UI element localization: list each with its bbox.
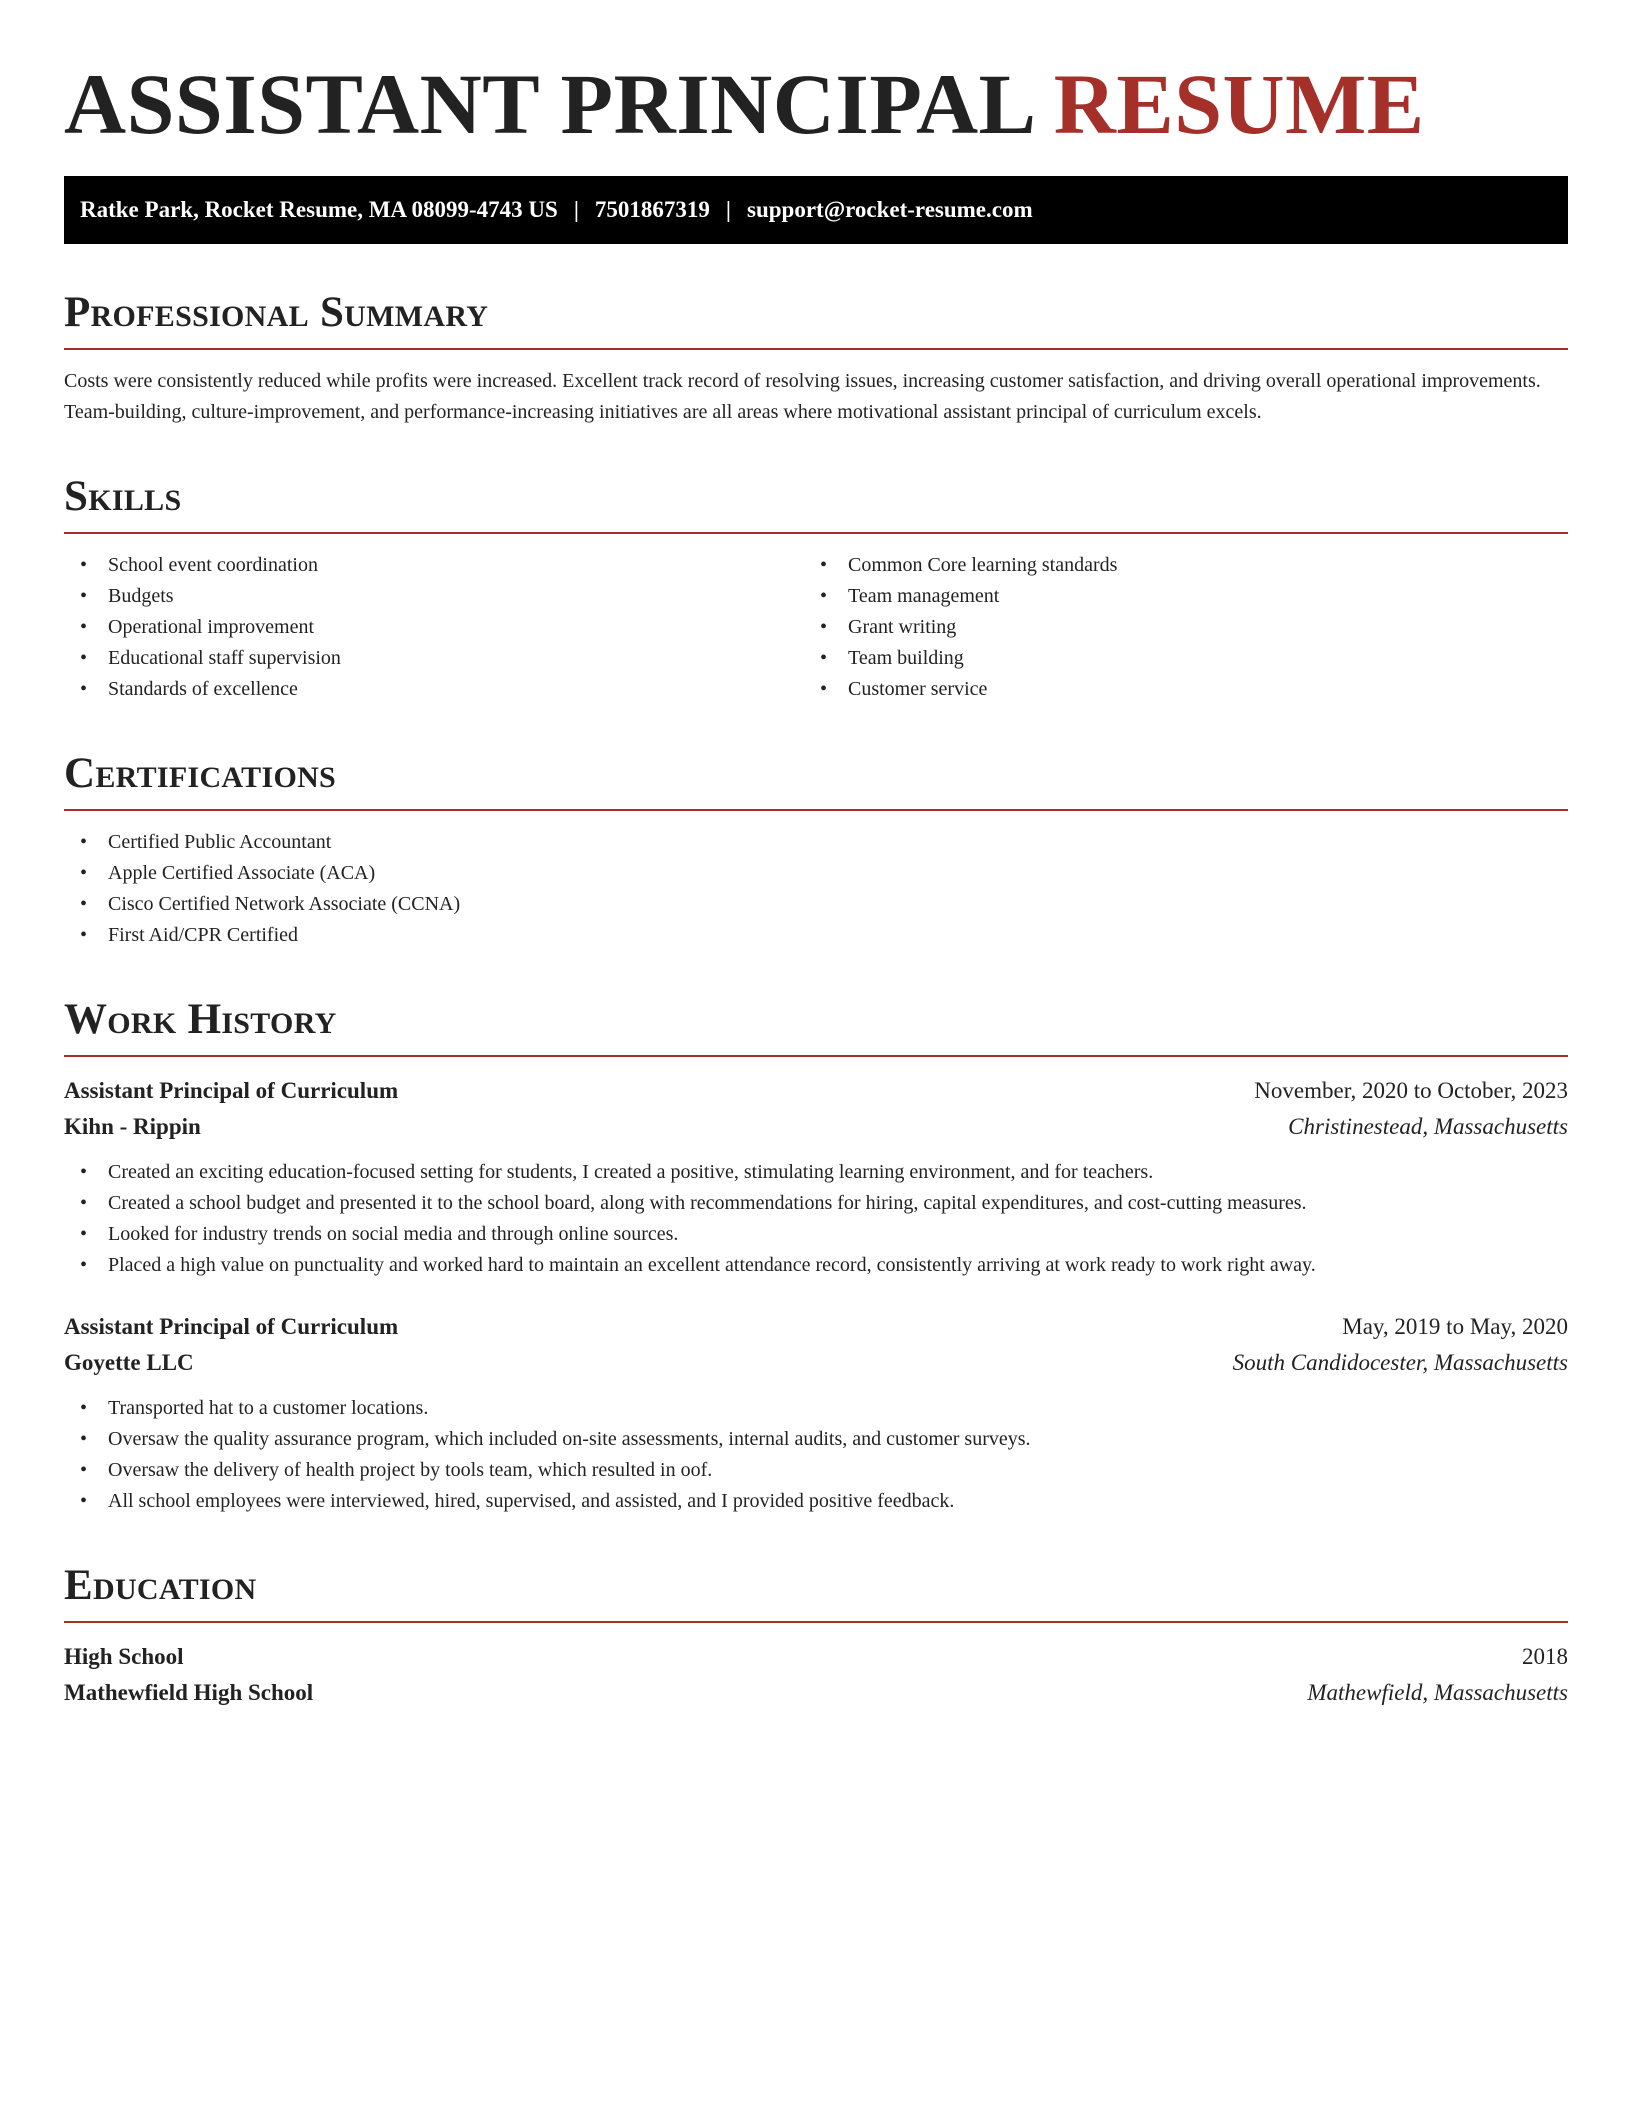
work-history-heading: Work History [64,996,337,1043]
job-role: Assistant Principal of Curriculum [64,1078,399,1103]
job-company-row [64,1345,1568,1381]
job-company-row [64,1109,1568,1145]
title-accent: RESUME [1053,56,1425,152]
summary-text: Costs were consistently reduced while profits were increased. Excellent track record of resolving issues, increasing customer satisfaction, and driving overall operational improvements. Team-building, culture-improvement, and performance-increasing initiatives are all areas where motivational assistant principal of curriculum excels. [64,370,1541,423]
resume-title [64,0,1568,154]
section-divider [64,809,1568,811]
section-divider [64,1621,1568,1623]
resume-page [64,0,1568,1711]
education-section [64,1561,1568,1711]
skill-item: • Customer service [804,674,1544,705]
contact-phone: 7501867319 [594,197,710,222]
title-main: ASSISTANT PRINCIPAL [64,56,1032,152]
skill-item: • School event coordination [64,550,804,581]
skill-item: • Standards of excellence [64,674,804,705]
job-duties-list [64,1393,1568,1517]
job-role: Assistant Principal of Curriculum [64,1314,399,1339]
contact-email: support@rocket-resume.com [747,197,1033,222]
education-degree-row [64,1639,1568,1675]
certifications-list [64,827,1568,951]
certifications-section [64,749,1568,951]
summary-section [64,288,1568,428]
job-entry [64,1309,1568,1517]
skills-heading: Skills [64,473,182,520]
job-entry [64,1073,1568,1281]
job-dates: May, 2019 to May, 2020 [1342,1314,1568,1339]
work-history-section [64,995,1568,1517]
skill-item: • Team building [804,643,1544,674]
skills-list-left [64,550,804,705]
contact-address: Ratke Park, Rocket Resume, MA 08099-4743 US [80,197,558,222]
education-degree: High School [64,1644,184,1669]
job-company: Kihn - Rippin [64,1114,201,1139]
section-divider [64,532,1568,534]
job-duty: • Created a school budget and presented it to the school board, along with recommendations for hiring, capital expenditures, and cost-cutting measures. [64,1188,1568,1219]
contact-separator: | [573,197,579,222]
contact-separator: | [725,197,731,222]
certifications-heading: Certifications [64,750,337,797]
certification-item: • First Aid/CPR Certified [64,920,1568,951]
skill-item: • Educational staff supervision [64,643,804,674]
skills-section [64,472,1568,705]
certification-item: • Cisco Certified Network Associate (CCNA) [64,889,1568,920]
job-header-row [64,1309,1568,1345]
skills-list-right [804,550,1544,705]
certification-item: • Certified Public Accountant [64,827,1568,858]
job-duty: • Oversaw the delivery of health project by tools team, which resulted in oof. [64,1455,1568,1486]
job-duty: • Placed a high value on punctuality and worked hard to maintain an excellent attendance record, consistently arriving at work ready to work right away. [64,1250,1568,1281]
skill-item: • Common Core learning standards [804,550,1544,581]
skill-item: • Grant writing [804,612,1544,643]
job-duty: • Looked for industry trends on social media and through online sources. [64,1219,1568,1250]
skill-item: • Operational improvement [64,612,804,643]
job-location: Christinestead, Massachusetts [1288,1114,1568,1139]
summary-heading: Professional Summary [64,289,489,336]
job-duty: • Transported hat to a customer locations. [64,1393,1568,1424]
contact-bar [64,176,1568,244]
skill-item: • Budgets [64,581,804,612]
job-duty: • Created an exciting education-focused setting for students, I created a positive, stimulating learning environment, and for teachers. [64,1157,1568,1188]
job-duties-list [64,1157,1568,1281]
job-location: South Candidocester, Massachusetts [1232,1350,1568,1375]
section-divider [64,1055,1568,1057]
education-year: 2018 [1522,1644,1568,1669]
job-header-row [64,1073,1568,1109]
section-divider [64,348,1568,350]
job-dates: November, 2020 to October, 2023 [1254,1078,1568,1103]
job-duty: • All school employees were interviewed, hired, supervised, and assisted, and I provided positive feedback. [64,1486,1568,1517]
job-company: Goyette LLC [64,1350,194,1375]
education-heading: Education [64,1562,257,1609]
skill-item: • Team management [804,581,1544,612]
certification-item: • Apple Certified Associate (ACA) [64,858,1568,889]
education-school-row [64,1675,1568,1711]
skills-grid [64,550,1568,705]
job-duty: • Oversaw the quality assurance program, which included on-site assessments, internal audits, and customer surveys. [64,1424,1568,1455]
education-location: Mathewfield, Massachusetts [1307,1680,1568,1705]
education-school: Mathewfield High School [64,1680,314,1705]
